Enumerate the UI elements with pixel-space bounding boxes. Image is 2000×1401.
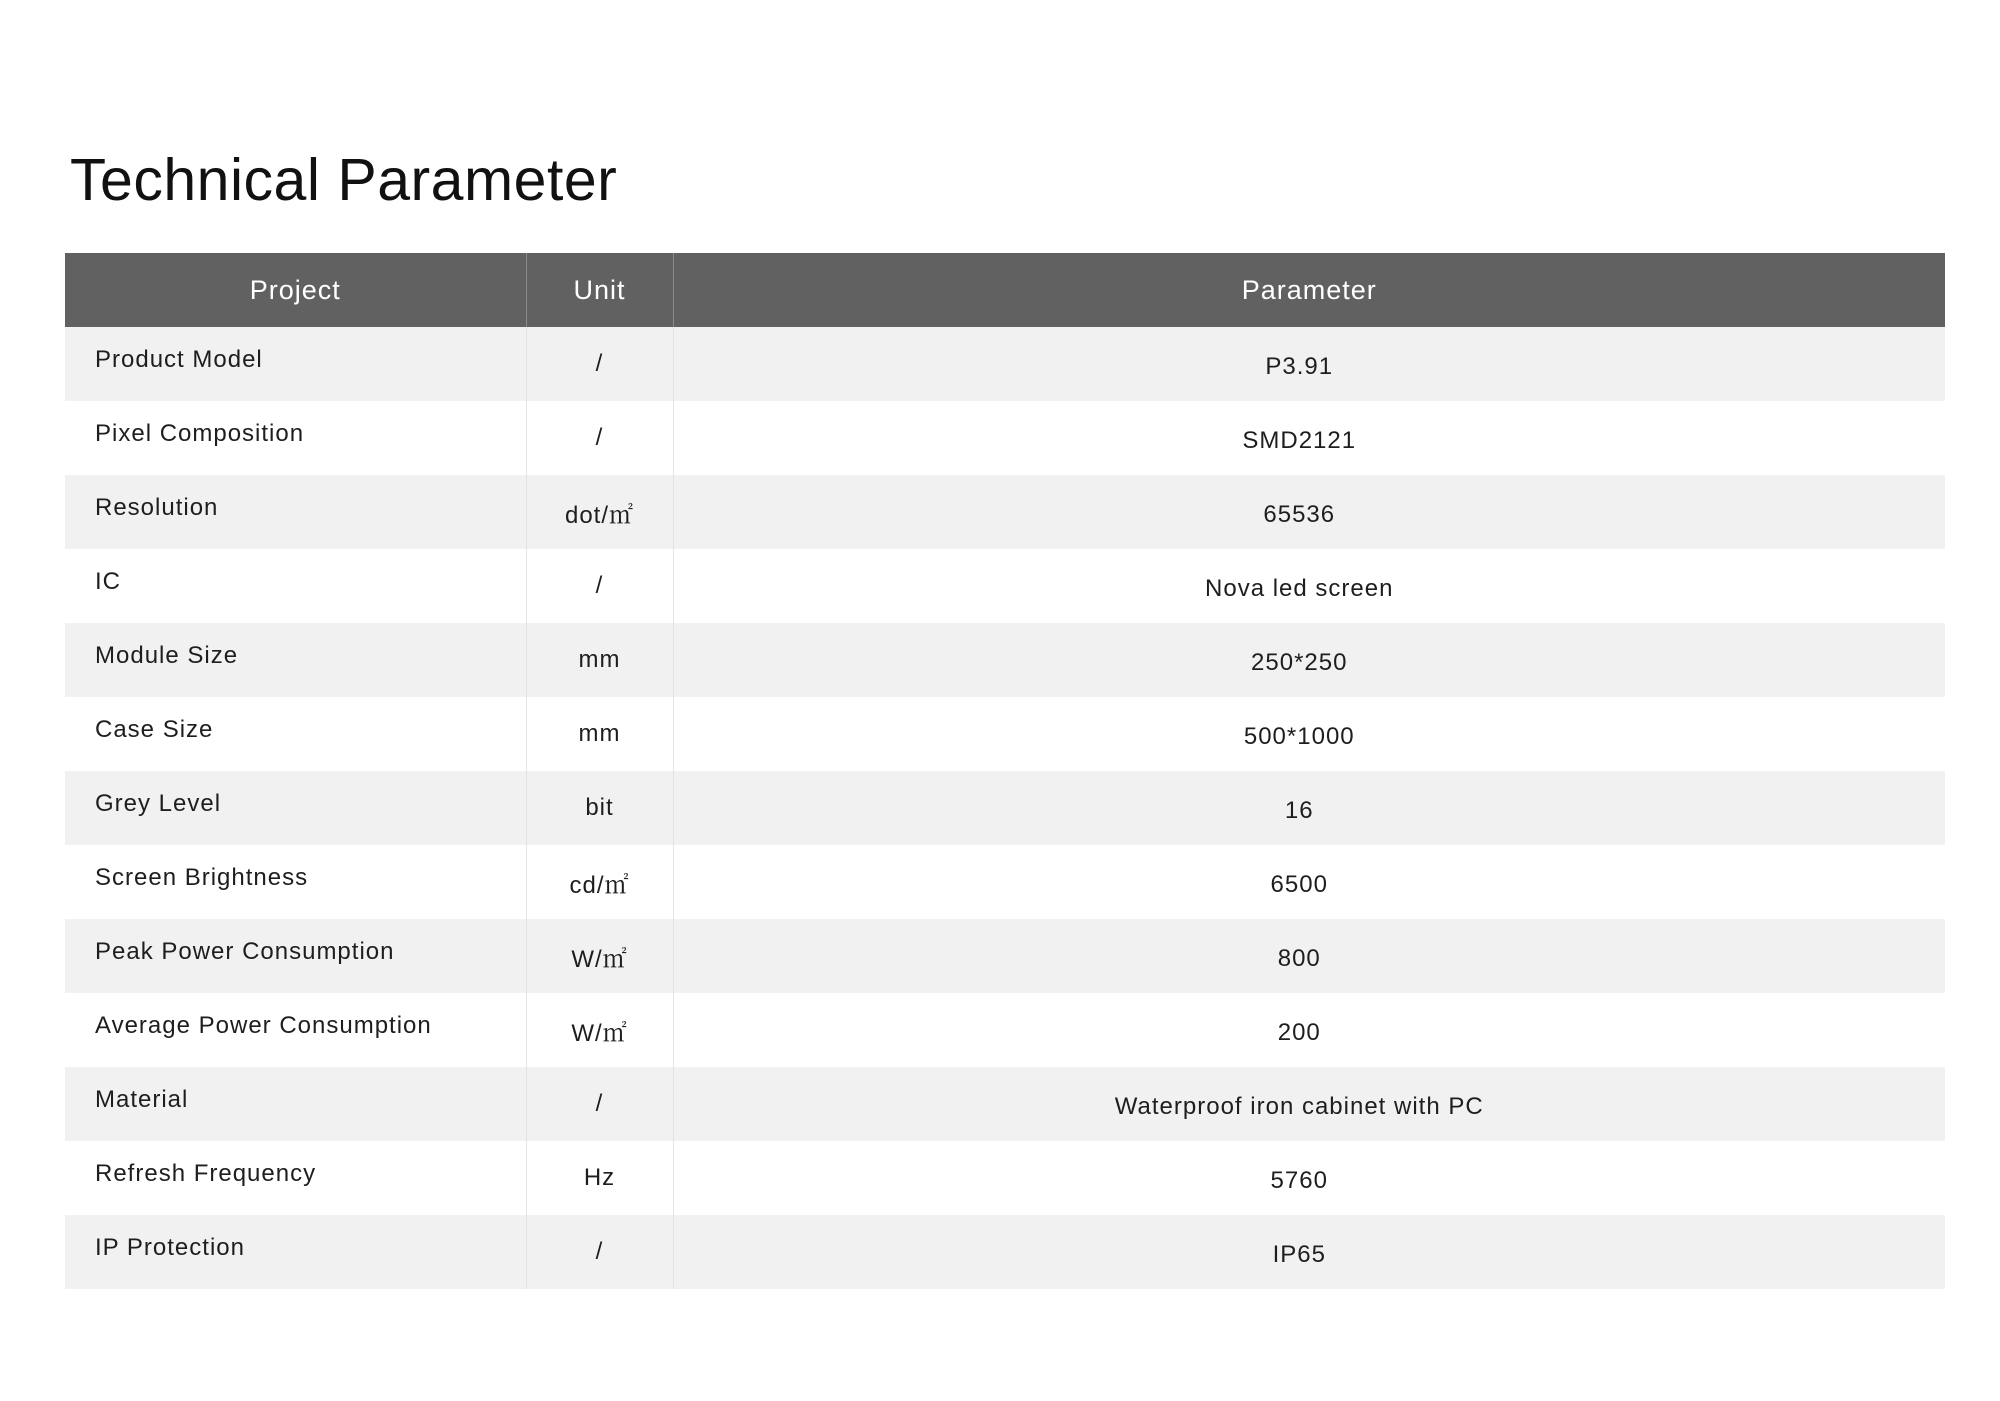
parameter-cell: 500*1000 xyxy=(1243,723,1355,750)
table-row xyxy=(65,475,1945,549)
table-row xyxy=(65,845,1945,919)
project-cell: Module Size xyxy=(65,623,526,697)
column-header-unit: Unit xyxy=(526,253,673,327)
table-row xyxy=(65,623,1945,697)
table-row xyxy=(65,401,1945,475)
unit-cell: mm xyxy=(526,697,673,771)
unit-cell: bit xyxy=(526,771,673,845)
project-cell: Average Power Consumption xyxy=(65,993,526,1067)
parameter-cell: 5760 xyxy=(1270,1167,1328,1194)
parameter-cell: 200 xyxy=(1277,1019,1321,1046)
table-body xyxy=(65,327,1945,1289)
project-cell: IC xyxy=(65,549,526,623)
unit-cell: / xyxy=(526,549,673,623)
parameter-cell: 250*250 xyxy=(1251,649,1348,676)
table-row xyxy=(65,697,1945,771)
table-row xyxy=(65,1141,1945,1215)
unit-cell: / xyxy=(526,401,673,475)
parameter-cell: Waterproof iron cabinet with PC xyxy=(1114,1093,1484,1120)
project-cell: Grey Level xyxy=(65,771,526,845)
project-cell: Product Model xyxy=(65,327,526,401)
project-cell: Material xyxy=(65,1067,526,1141)
project-cell: Pixel Composition xyxy=(65,401,526,475)
project-cell: Refresh Frequency xyxy=(65,1141,526,1215)
table-row xyxy=(65,1215,1945,1289)
table-header-row xyxy=(65,253,1945,327)
parameter-cell: 16 xyxy=(1284,797,1314,824)
column-header-project: Project xyxy=(65,253,526,327)
parameter-cell: Nova led screen xyxy=(1205,575,1394,602)
unit-cell: W/㎡ xyxy=(526,993,673,1067)
table-row xyxy=(65,549,1945,623)
table-row xyxy=(65,1067,1945,1141)
project-cell: IP Protection xyxy=(65,1215,526,1289)
column-header-parameter: Parameter xyxy=(1241,274,1377,305)
table-row xyxy=(65,771,1945,845)
parameter-cell: SMD2121 xyxy=(1242,427,1357,454)
project-cell: Resolution xyxy=(65,475,526,549)
parameter-cell: 65536 xyxy=(1263,501,1336,528)
unit-cell: / xyxy=(526,1215,673,1289)
table-row xyxy=(65,993,1945,1067)
unit-cell: cd/㎡ xyxy=(526,845,673,919)
parameter-cell: IP65 xyxy=(1272,1241,1326,1268)
unit-cell: mm xyxy=(526,623,673,697)
project-cell: Screen Brightness xyxy=(65,845,526,919)
parameter-cell: 6500 xyxy=(1270,871,1328,898)
table-row xyxy=(65,327,1945,401)
project-cell: Peak Power Consumption xyxy=(65,919,526,993)
parameter-cell: 800 xyxy=(1277,945,1321,972)
technical-parameter-table xyxy=(65,253,1945,1289)
table-row xyxy=(65,919,1945,993)
page-title: Technical Parameter xyxy=(70,147,618,213)
table-header xyxy=(65,253,1945,327)
parameter-cell: P3.91 xyxy=(1265,353,1334,380)
project-cell: Case Size xyxy=(65,697,526,771)
unit-cell: W/㎡ xyxy=(526,919,673,993)
unit-cell: / xyxy=(526,327,673,401)
unit-cell: / xyxy=(526,1067,673,1141)
unit-cell: Hz xyxy=(526,1141,673,1215)
unit-cell: dot/㎡ xyxy=(526,475,673,549)
